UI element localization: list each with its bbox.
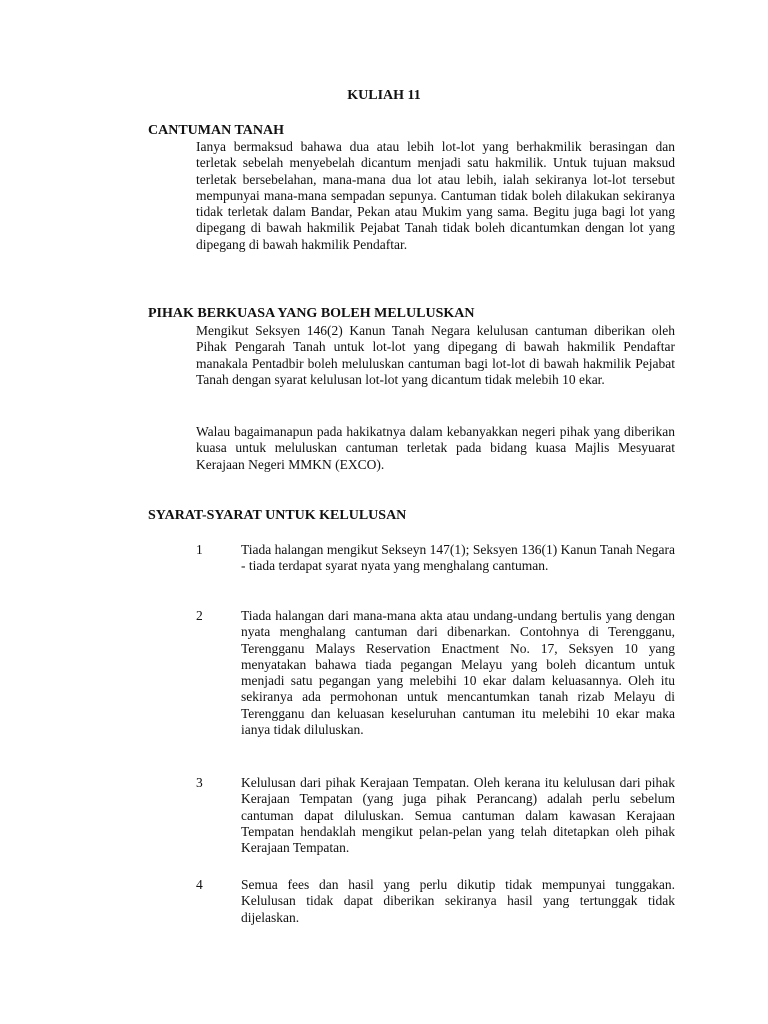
section-heading-pihak-berkuasa: PIHAK BERKUASA YANG BOLEH MELULUSKAN	[148, 306, 475, 321]
paragraph: Walau bagaimanapun pada hakikatnya dalam kebanyakkan negeri pihak yang diberikan kuasa untuk meluluskan cantuman terletak pada bidang kuasa Majlis Mesyuarat Kerajaan Negeri MMKN (EXCO).	[196, 424, 675, 472]
paragraph: Mengikut Seksyen 146(2) Kanun Tanah Negara kelulusan cantuman diberikan oleh Pihak Pengarah Tanah untuk lot-lot yang dipegang di bawah hakmilik Pendaftar manakala Pentadbir boleh meluluskan cantuman bagi lot-lot di bawah hakmilik Pejabat Tanah dengan syarat kelulusan lot-lot yang dicantum tidak melebih 10 ekar.	[196, 323, 675, 387]
section-heading-cantuman-tanah: CANTUMAN TANAH	[148, 123, 284, 138]
list-item-text: Tiada halangan dari mana-mana akta atau undang-undang bertulis yang dengan nyata menghalang cantuman dari dibenarkan. Contohnya di Terengganu, Terengganu Malays Reservation Enactment No. 17, Seksyen 10 yang menyatakan bahawa tiada pegangan Melayu yang boleh dicantum untuk menjadi satu pegangan yang melebihi 10 ekar dalam keluasannya. Oleh itu sekiranya ada permohonan untuk mencantumkan tanah rizab Melayu di Terengganu dan keluasan keseluruhan cantuman itu melebihi 10 ekar maka ianya tidak diluluskan.	[241, 608, 675, 738]
page-title: KULIAH 11	[347, 88, 421, 103]
paragraph: Ianya bermaksud bahawa dua atau lebih lot-lot yang berhakmilik berasingan dan terletak sebelah menyebelah dicantum menjadi satu hakmilik. Untuk tujuan maksud terletak bersebelahan, mana-mana dua lot atau lebih, ialah sekiranya lot-lot tersebut mempunyai mana-mana sempadan sepunya. Cantuman tidak boleh dilakukan sekiranya tidak terletak dalam Bandar, Pekan atau Mukim yang sama. Begitu juga bagi lot yang dipegang di bawah hakmilik Pejabat Tanah tidak boleh dicantumkan dengan lot yang dipegang di bawah hakmilik Pendaftar.	[196, 139, 675, 252]
list-item-number: 4	[196, 877, 203, 892]
section-heading-syarat-syarat: SYARAT-SYARAT UNTUK KELULUSAN	[148, 508, 407, 523]
list-item-number: 3	[196, 775, 203, 790]
list-item-text: Tiada halangan mengikut Sekseyn 147(1); Seksyen 136(1) Kanun Tanah Negara - tiada terdapat syarat nyata yang menghalang cantuman.	[241, 542, 675, 574]
list-item-number: 1	[196, 542, 203, 557]
list-item-text: Semua fees dan hasil yang perlu dikutip tidak mempunyai tunggakan. Kelulusan tidak dapat diberikan sekiranya hasil yang tertunggak tidak dijelaskan.	[241, 877, 675, 925]
list-item-text: Kelulusan dari pihak Kerajaan Tempatan. Oleh kerana itu kelulusan dari pihak Kerajaan Tempatan (yang juga pihak Perancang) adalah perlu sebelum cantuman dapat diluluskan. Semua cantuman dalam kawasan Kerajaan Tempatan hendaklah mengikut pelan-pelan yang telah ditetapkan oleh pihak Kerajaan Tempatan.	[241, 775, 675, 856]
list-item-number: 2	[196, 608, 203, 623]
